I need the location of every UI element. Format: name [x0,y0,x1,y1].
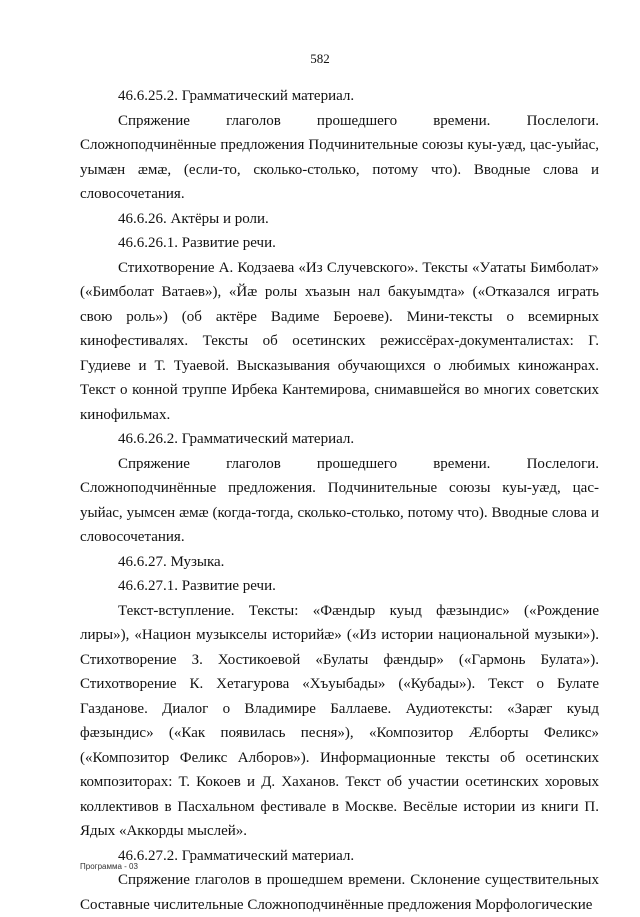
section-heading: 46.6.27.2. Грамматический материал. [118,847,355,864]
body-paragraph: Стихотворение А. Кодзаева «Из Случевского». Тексты «Уататы Бимболат» («Бимболат Ватаев»), «Йæ ролы хъазын нал бакуымдта» («Отказался играть свою роль») (об актёре Вадиме Бероеве). Мини-тексты о всемирных кинофестивалях. Тексты об осетинских режиссёрах-документалистах: Г. Гудиеве и Т. Туаевой. Высказывания обучающихся о любимых киножанрах. Текст о конной труппе Ирбека Кантемирова, снимавшейся во многих советских кинофильмах. [80,259,599,423]
section-heading: 46.6.26.1. Развитие речи. [118,235,276,251]
section-heading: 46.6.27. Музыка. [118,553,225,570]
page-footer: Программа - 03 [80,862,138,871]
body-paragraph: Спряжение глаголов в прошедшем времени. Склонение существительных Составные числительные Сложноподчинённые предложения Морфологические [80,872,599,913]
page-body [80,84,599,917]
section-heading: 46.6.26.2. Грамматический материал. [118,431,355,447]
section-heading: 46.6.25.2. Грамматический материал. [118,88,355,104]
body-paragraph: Спряжение глаголов прошедшего времени. Послелоги. Сложноподчинённые предложения. Подчинительные союзы куы-уæд, цас-уыйас, уымсен æмæ (когда-тогда, сколько-столько, потому что). Вводные слова и словосочетания. [80,455,599,545]
body-paragraph: Спряжение глаголов прошедшего времени. Послелоги. Сложноподчинённые предложения Подчинительные союзы куы-уæд, цас-уыйас, уымæн æмæ, (если-то, сколько-столько, потому что). Вводные слова и словосочетания. [80,112,599,202]
page-number: 582 [310,51,330,66]
body-paragraph: Текст-вступление. Тексты: «Фæндыр куыд фæзындис» («Рождение лиры»), «Национ музыкселы историйæ» («Из истории национальной музыки»). Стихотворение З. Хостикоевой «Булаты фæндыр» («Гармонь Булата»). Стихотворение К. Хетагурова «Хъуыбады» («Кубады»). Текст о Булате Газданове. Диалог о Владимире Баллаеве. Аудиотексты: «Зарæг куыд фæзындис» («Как появилась песня»), «Композитор Æлборты Феликс» («Композитор Феликс Алборов»). Информационные тексты об осетинских композиторах: Т. Кокоев и Д. Хаханов. Текст об участии осетинских хоровых коллективов в Пасхальном фестивале в Москве. Весёлые истории из книги П. Ядых «Аккорды мыслей». [80,602,599,839]
section-heading: 46.6.27.1. Развитие речи. [118,578,276,594]
section-heading: 46.6.26. Актёры и роли. [118,210,269,227]
